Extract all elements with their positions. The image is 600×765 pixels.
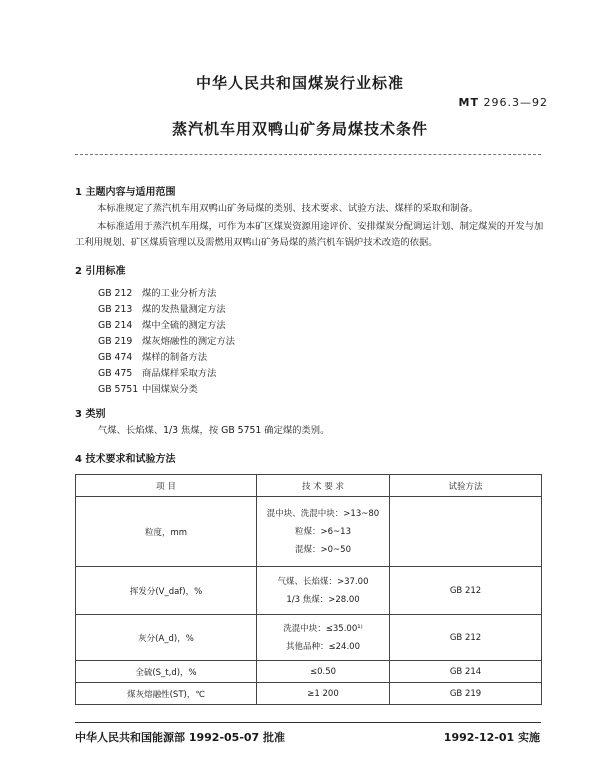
- header-divider: [75, 154, 541, 155]
- reference-item: [98, 349, 207, 363]
- section-4-heading: 4 技术要求和试验方法: [75, 454, 176, 465]
- requirement-line: ≤0.50: [309, 666, 337, 677]
- column-header-item: 项 目: [76, 475, 257, 497]
- column-header-requirement: 技 术 要 求: [257, 475, 390, 497]
- table-cell-method: GB 219: [390, 683, 542, 705]
- section-3-heading: 3 类别: [75, 409, 106, 420]
- table-cell-requirement: [257, 683, 390, 705]
- table-cell-item: 煤灰熔融性(ST)，℃: [76, 683, 257, 705]
- section-1-heading: 1 主题内容与适用范围: [75, 187, 176, 198]
- table-cell-method: GB 214: [390, 661, 542, 683]
- table-row: [76, 615, 542, 661]
- section-1-paragraph-1: 本标准规定了蒸汽机车用双鸭山矿务局煤的类别、技术要求、试验方法、煤样的采取和制备。: [97, 203, 479, 214]
- reference-item: [98, 381, 198, 395]
- reference-item: [98, 301, 226, 315]
- table-row: [76, 661, 542, 683]
- reference-item: [98, 285, 216, 299]
- requirement-line: 1/3 焦煤：>28.00: [286, 594, 360, 605]
- section-3-paragraph: 气煤、长焰煤、1/3 焦煤，按 GB 5751 确定煤的类别。: [98, 425, 330, 436]
- table-cell-item: 灰分(A_d)，%: [76, 615, 257, 661]
- table-cell-item: 挥发分(V_daf)，%: [76, 567, 257, 615]
- approval-statement: 中华人民共和国能源部 1992-05-07 批准: [75, 731, 286, 744]
- reference-item: [98, 317, 226, 331]
- reference-code: GB 213: [98, 304, 133, 315]
- table-row: [76, 683, 542, 705]
- requirement-line: 混煤：>0~50: [295, 544, 351, 555]
- reference-code: GB 214: [98, 320, 133, 331]
- section-2-heading: 2 引用标准: [75, 266, 126, 277]
- table-cell-method: GB 212: [390, 567, 542, 615]
- table-cell-item: 全硫(S_t,d)，%: [76, 661, 257, 683]
- table-cell-requirement: [257, 615, 390, 661]
- footer-divider: [75, 722, 541, 723]
- table-row: [76, 567, 542, 615]
- table-cell-method: [390, 497, 542, 567]
- reference-code: GB 5751: [98, 384, 139, 395]
- section-1-paragraph-2: 本标准适用于蒸汽机车用煤，可作为本矿区煤炭资源用途评价、安排煤炭分配调运计划、制定煤炭的开发与加工利用规划、矿区煤质管理以及需燃用双鸭山矿务局煤的蒸汽机车锅炉技术改造的依据。: [75, 221, 544, 248]
- standard-prefix: MT: [458, 96, 479, 109]
- reference-title: 煤样的制备方法: [142, 352, 208, 363]
- reference-item: [98, 333, 235, 347]
- reference-code: GB 212: [98, 288, 133, 299]
- requirement-line: ≥1 200: [307, 688, 339, 699]
- requirement-line: 粒煤：>6~13: [295, 526, 351, 537]
- reference-code: GB 474: [98, 352, 133, 363]
- requirement-line: 洗混中块：≤35.00¹⁾: [283, 623, 363, 634]
- requirement-line: 其他品种：≤24.00: [286, 641, 360, 652]
- reference-code: GB 219: [98, 336, 133, 347]
- document-title: 蒸汽机车用双鸭山矿务局煤技术条件: [171, 120, 428, 138]
- standard-category-title: 中华人民共和国煤炭行业标准: [195, 74, 404, 92]
- column-header-method: 试验方法: [390, 475, 542, 497]
- table-header-row: [76, 475, 542, 497]
- requirement-line: 气煤、长焰煤：>37.00: [277, 576, 369, 587]
- technical-requirements-table: [75, 474, 542, 705]
- requirement-line: 混中块、洗混中块：>13~80: [266, 508, 380, 519]
- reference-title: 煤灰熔融性的测定方法: [142, 336, 235, 347]
- reference-title: 中国煤炭分类: [142, 384, 198, 395]
- table-cell-requirement: [257, 497, 390, 567]
- table-cell-requirement: [257, 567, 390, 615]
- reference-code: GB 475: [98, 368, 133, 379]
- reference-item: [98, 365, 216, 379]
- reference-title: 煤的工业分析方法: [142, 288, 217, 299]
- reference-title: 煤中全硫的测定方法: [142, 320, 226, 331]
- table-cell-requirement: [257, 661, 390, 683]
- standard-number: [459, 96, 548, 109]
- standard-number-value: 296.3—92: [483, 96, 548, 109]
- table-cell-item: 粒度，mm: [76, 497, 257, 567]
- table-row: [76, 497, 542, 567]
- effective-date: 1992-12-01 实施: [443, 731, 540, 744]
- table-cell-method: GB 212: [390, 615, 542, 661]
- reference-title: 煤的发热量测定方法: [142, 304, 226, 315]
- reference-title: 商品煤样采取方法: [142, 368, 217, 379]
